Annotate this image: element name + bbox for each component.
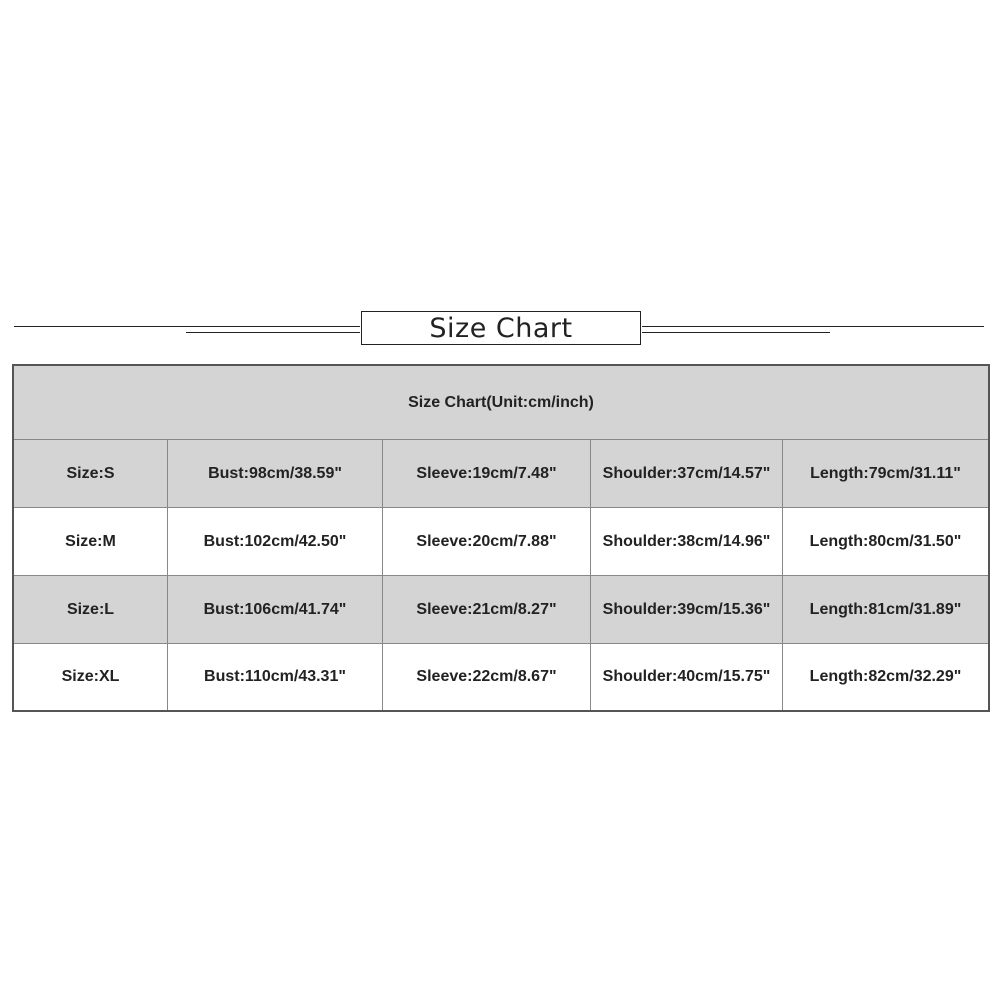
shoulder-cell: Shoulder:39cm/15.36" <box>591 576 783 643</box>
bust-cell: Bust:98cm/38.59" <box>168 440 383 507</box>
size-chart-table <box>12 364 990 712</box>
length-cell: Length:80cm/31.50" <box>809 532 962 550</box>
sleeve-cell: Sleeve:19cm/7.48" <box>383 440 591 507</box>
bust-cell: Bust:102cm/42.50" <box>168 508 383 575</box>
sleeve-cell: Sleeve:22cm/8.67" <box>383 644 591 710</box>
sleeve-cell: Sleeve:21cm/8.27" <box>383 576 591 643</box>
length-cell: Length:82cm/32.29" <box>809 668 962 685</box>
table-caption: Size Chart(Unit:cm/inch) <box>408 393 594 411</box>
shoulder-cell: Shoulder:38cm/14.96" <box>591 508 783 575</box>
table-row <box>14 576 988 644</box>
header-line-right-short <box>642 332 830 333</box>
table-caption-row <box>14 366 988 440</box>
size-cell: Size:XL <box>14 644 168 710</box>
table-row <box>14 508 988 576</box>
title-box <box>361 311 641 345</box>
size-cell: Size:L <box>14 576 168 643</box>
sleeve-cell: Sleeve:20cm/7.88" <box>383 508 591 575</box>
length-cell: Length:81cm/31.89" <box>809 600 962 618</box>
length-cell: Length:79cm/31.11" <box>810 464 961 482</box>
bust-cell: Bust:110cm/43.31" <box>168 644 383 710</box>
size-cell: Size:S <box>14 440 168 507</box>
header-line-right-long <box>642 326 984 327</box>
table-row <box>14 440 988 508</box>
header-line-left-long <box>14 326 360 327</box>
shoulder-cell: Shoulder:37cm/14.57" <box>591 440 783 507</box>
table-row <box>14 644 988 710</box>
page-title: Size Chart <box>429 312 573 344</box>
shoulder-cell: Shoulder:40cm/15.75" <box>591 644 783 710</box>
bust-cell: Bust:106cm/41.74" <box>168 576 383 643</box>
header-line-left-short <box>186 332 360 333</box>
size-cell: Size:M <box>14 508 168 575</box>
